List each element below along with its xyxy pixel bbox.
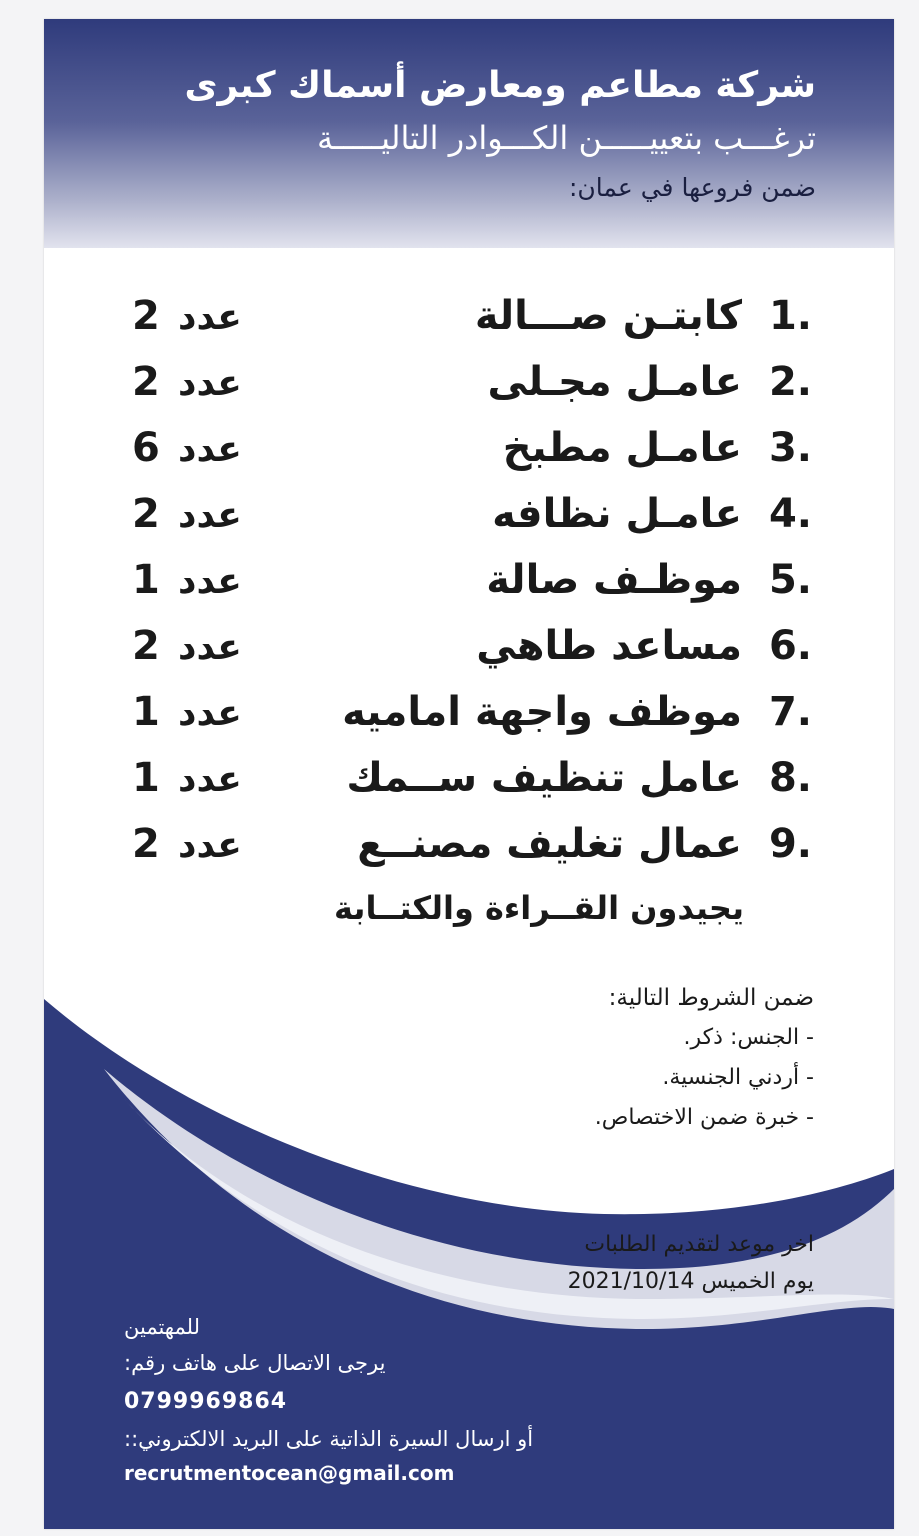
count-label: عدد <box>178 759 242 800</box>
job-title: عامـل نظافه <box>492 491 742 537</box>
deadline-date: يوم الخميس 2021/10/14 <box>567 1269 814 1294</box>
job-count: 6 <box>132 425 160 471</box>
job-title: موظف واجهة اماميه <box>342 689 742 735</box>
condition-item: - أردني الجنسية. <box>662 1065 814 1090</box>
count-label: عدد <box>178 363 242 404</box>
job-row <box>44 751 894 817</box>
deadline-label: اخر موعد لتقديم الطلبات <box>584 1232 814 1257</box>
job-number: 8. <box>768 755 812 801</box>
location-line: ضمن فروعها في عمان: <box>569 173 816 202</box>
job-title: عمال تغليف مصنــع <box>357 821 742 867</box>
count-label: عدد <box>178 495 242 536</box>
job-number: 4. <box>768 491 812 537</box>
contact-heading: للمهتمين <box>124 1315 200 1339</box>
job-title: مساعد طاهي <box>476 623 742 669</box>
job-count: 2 <box>132 623 160 669</box>
job-title: كابتـن صـــالة <box>474 293 742 339</box>
job-row <box>44 421 894 487</box>
count-label: عدد <box>178 693 242 734</box>
job-row <box>44 685 894 751</box>
job-row <box>44 817 894 883</box>
job-count: 1 <box>132 557 160 603</box>
count-label: عدد <box>178 627 242 668</box>
contact-instruction: يرجى الاتصال على هاتف رقم: <box>124 1351 386 1375</box>
job-number: 9. <box>768 821 812 867</box>
count-label: عدد <box>178 561 242 602</box>
condition-item: - الجنس: ذكر. <box>683 1025 814 1050</box>
job-title: موظـف صالة <box>486 557 742 603</box>
job-title: عامـل مجـلى <box>487 359 742 405</box>
job-count: 1 <box>132 755 160 801</box>
job-advertisement <box>44 19 894 1529</box>
job-number: 7. <box>768 689 812 735</box>
job-number: 5. <box>768 557 812 603</box>
count-label: عدد <box>178 429 242 470</box>
job-number: 3. <box>768 425 812 471</box>
job-number: 1. <box>768 293 812 339</box>
job-count: 2 <box>132 359 160 405</box>
job-count: 2 <box>132 293 160 339</box>
job-number: 2. <box>768 359 812 405</box>
job-count: 1 <box>132 689 160 735</box>
header-banner <box>44 19 894 248</box>
condition-item: - خبرة ضمن الاختصاص. <box>594 1105 814 1130</box>
company-title: شركة مطاعم ومعارض أسماك كبرى <box>184 65 816 106</box>
job-title: عامل تنظيف ســمك <box>346 755 742 801</box>
job-count: 2 <box>132 491 160 537</box>
job-row <box>44 553 894 619</box>
email-instruction: أو ارسال السيرة الذاتية على البريد الالكتروني:: <box>124 1427 534 1451</box>
hiring-subtitle: ترغـــب بتعييـــــن الكـــوادر التاليـــــة <box>317 119 816 157</box>
job-row <box>44 355 894 421</box>
job-row <box>44 289 894 355</box>
count-label: عدد <box>178 825 242 866</box>
job-number: 6. <box>768 623 812 669</box>
job-row <box>44 487 894 553</box>
count-label: عدد <box>178 297 242 338</box>
job-count: 2 <box>132 821 160 867</box>
job-title: عامـل مطبخ <box>502 425 742 471</box>
conditions-heading: ضمن الشروط التالية: <box>608 985 814 1011</box>
email-address: recrutmentocean@gmail.com <box>124 1461 455 1485</box>
phone-number: 0799969864 <box>124 1389 288 1414</box>
literacy-note: يجيدون القــراءة والكتــابة <box>334 889 744 927</box>
job-row <box>44 619 894 685</box>
